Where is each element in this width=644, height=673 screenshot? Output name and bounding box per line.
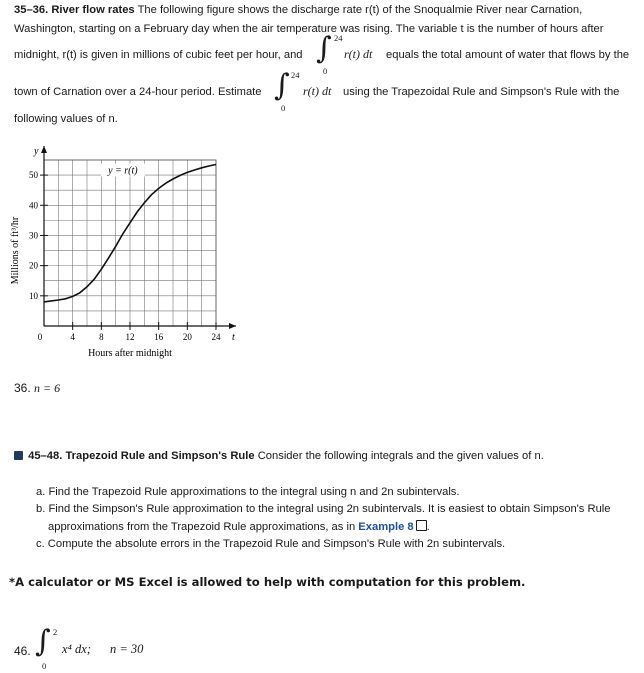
x-tick-label: 0 [37, 332, 43, 342]
x-axis-variable: t [232, 332, 235, 343]
chart-ticks [29, 170, 221, 342]
item-a: a. Find the Trapezoid Rule approximations to the integral using n and 2n subintervals. [36, 486, 460, 498]
x-tick-label: 20 [182, 332, 192, 342]
example-8-link[interactable]: Example 8 [358, 521, 414, 533]
x-tick-label: 24 [211, 332, 221, 342]
problem-36-condition: n = 6 [34, 381, 61, 395]
exercise-badge-icon [14, 451, 23, 460]
section-range: 45–48. [28, 450, 63, 462]
y-tick-label: 50 [29, 170, 38, 181]
integral-sign-2: ∫ [274, 68, 290, 103]
x-tick-label: 8 [99, 332, 104, 342]
problem-text-line3-pre: midnight, r(t) is given in millions of cubic feet per hour, and [14, 49, 303, 61]
y-tick-label: 10 [29, 290, 38, 301]
problem-text-line4-post: using the Trapezoidal Rule and Simpson's Rule with the [343, 86, 620, 98]
y-axis-variable: y [34, 146, 39, 157]
y-tick-label: 30 [29, 230, 38, 241]
problem-text-line2: Washington, starting on a February day when the air temperature was rising. The variable t is the number of hours after [14, 23, 604, 35]
integral-46-lower: 0 [42, 661, 47, 671]
x-tick-label: 4 [70, 332, 75, 342]
problem-36-number: 36. [14, 381, 31, 395]
problem-text-line4-pre: town of Carnation over a 24-hour period. Estimate [14, 86, 262, 98]
problem-text-line5: following values of n. [14, 113, 118, 125]
y-tick-label: 20 [29, 260, 38, 271]
x-axis-arrow [229, 323, 236, 329]
y-axis-arrow [41, 146, 47, 153]
problem-46-condition: n = 30 [110, 642, 144, 656]
book-icon [416, 520, 427, 531]
section-intro: Consider the following integrals and the given values of n. [257, 450, 544, 462]
problem-text-line3-post: equals the total amount of water that flows by the [386, 49, 630, 61]
calculator-note: *A calculator or MS Excel is allowed to help with computation for this problem. [9, 575, 526, 589]
integral-46-upper: 2 [53, 627, 58, 637]
y-tick-label: 40 [29, 200, 38, 211]
section-45-48-header [14, 450, 544, 462]
problem-title: River flow rates [51, 4, 135, 16]
problem-text-line1: The following figure shows the discharge rate r(t) of the Snoqualmie River near Carnation, [137, 4, 583, 16]
integral-upper-2: 24 [291, 70, 300, 80]
problem-number: 35–36. [14, 4, 49, 16]
y-axis-label: Millions of ft³/hr [10, 216, 21, 285]
discharge-rate-chart [0, 140, 260, 372]
integral-upper-1: 24 [334, 33, 343, 43]
x-tick-label: 16 [154, 332, 164, 342]
integrand-2: r(t) dt [303, 84, 332, 98]
section-title: Trapezoid Rule and Simpson's Rule [65, 450, 255, 462]
item-b-text: approximations from the Trapezoid Rule approximations, as in [48, 521, 356, 533]
integral-lower-1: 0 [323, 66, 328, 76]
problem-header-line1 [14, 4, 582, 16]
integral-sign-46: ∫ [35, 624, 51, 659]
integral-lower-2: 0 [281, 103, 286, 113]
item-b-line2 [48, 520, 430, 533]
curve-label: y = r(t) [108, 165, 138, 177]
integral-sign-1: ∫ [316, 31, 332, 66]
integrand-1: r(t) dt [344, 47, 373, 61]
x-axis-label: Hours after midnight [88, 348, 172, 359]
problem-36 [14, 381, 60, 396]
item-c: c. Compute the absolute errors in the Trapezoid Rule and Simpson's Rule with 2n subintervals. [36, 538, 506, 550]
problem-46-number: 46. [14, 644, 31, 658]
chart-grid [44, 160, 216, 326]
x-tick-label: 12 [125, 332, 135, 342]
integral-46-integrand: x⁴ dx; [62, 642, 91, 656]
item-b-line1: b. Find the Simpson's Rule approximation to the integral using 2n subintervals. It is easiest to obtain Simpson's Rule [36, 503, 611, 515]
item-b-end: . [426, 521, 430, 533]
